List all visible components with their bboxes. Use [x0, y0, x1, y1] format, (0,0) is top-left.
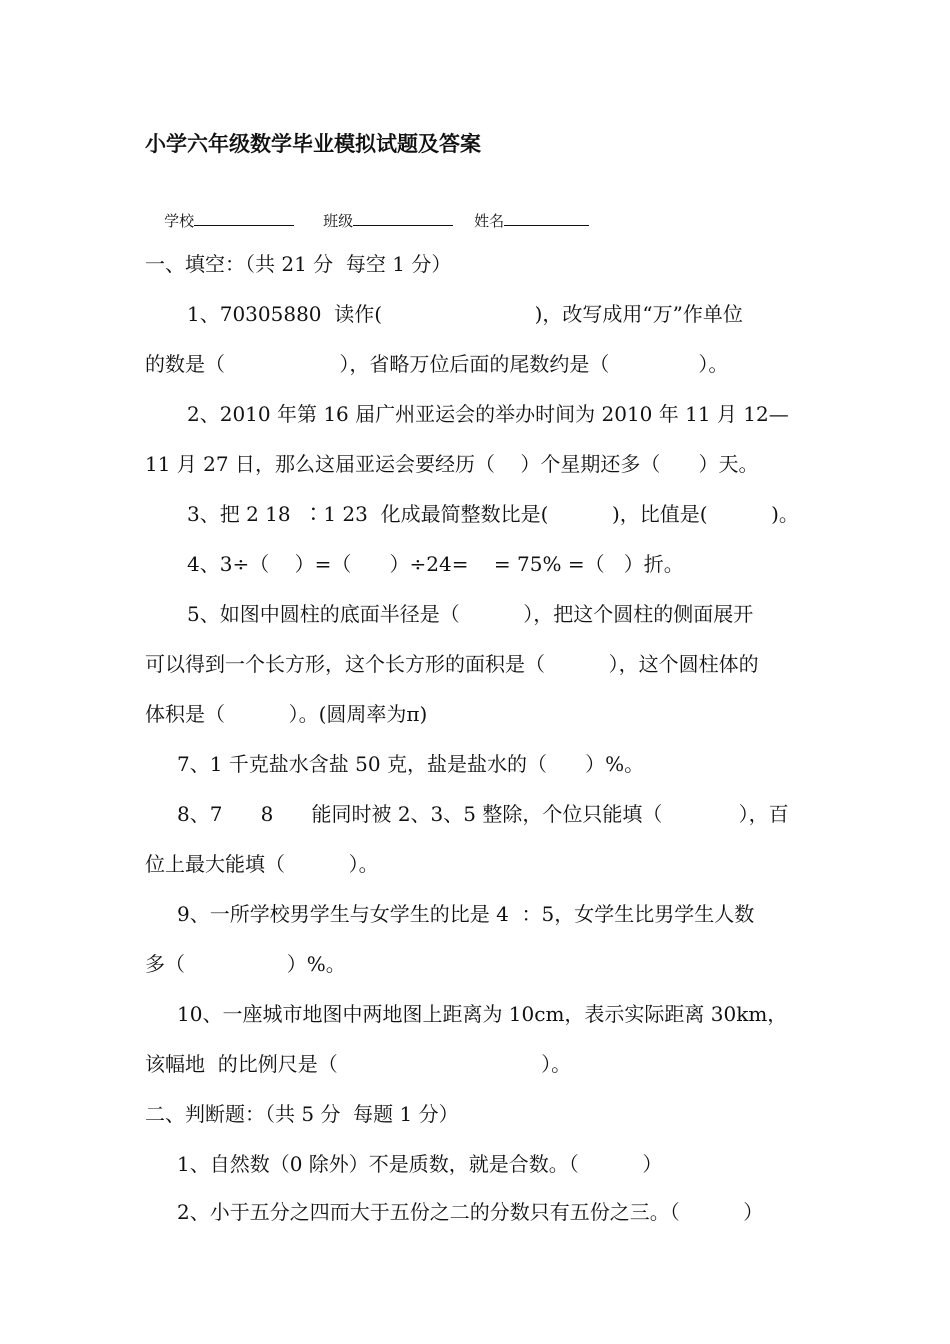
name-field [455, 192, 589, 249]
question-line: 11 月 27 日，那么这届亚运会要经历（ ）个星期还多（ ）天。 [145, 452, 759, 476]
question-line: 8、7 8 能同时被 2、3、5 整除，个位只能填（ ），百 [177, 802, 789, 826]
class-blank [353, 211, 453, 226]
name-label: 姓名 [474, 212, 505, 230]
question-line: 体积是（ ）。(圆周率为π) [145, 702, 428, 726]
question-line: 1、自然数（0 除外）不是质数，就是合数。（ ） [177, 1152, 663, 1176]
question-line: 7、1 千克盐水含盐 50 克，盐是盐水的（ ）%。 [177, 752, 645, 776]
name-blank [504, 211, 589, 226]
question-line: 该幅地 的比例尺是（ ）。 [145, 1052, 572, 1076]
school-field [145, 192, 294, 249]
question-line: 2、小于五分之四而大于五份之二的分数只有五份之三。（ ） [177, 1200, 764, 1224]
page-title: 小学六年级数学毕业模拟试题及答案 [145, 132, 481, 156]
question-line: 多（ ）%。 [145, 952, 346, 976]
question-line: 10、一座城市地图中两地图上距离为 10cm，表示实际距离 30km， [177, 1002, 788, 1026]
class-field [304, 192, 453, 249]
question-line: 2、2010 年第 16 届广州亚运会的举办时间为 2010 年 11 月 12— [187, 402, 789, 426]
school-blank [194, 211, 294, 226]
question-line: 3、把 2 18 ∶1 23 化成最简整数比是( )，比值是( )。 [187, 502, 799, 526]
question-line: 5、如图中圆柱的底面半径是（ ），把这个圆柱的侧面展开 [187, 602, 754, 626]
question-line: 位上最大能填（ ）。 [145, 852, 379, 876]
section1-heading: 一、填空：（共 21 分 每空 1 分） [145, 252, 452, 276]
class-label: 班级 [323, 212, 354, 230]
section2-heading: 二、判断题：（共 5 分 每题 1 分） [145, 1102, 459, 1126]
question-line: 的数是（ ），省略万位后面的尾数约是（ ）。 [145, 352, 729, 376]
question-line: 1、70305880 读作( )，改写成用“万”作单位 [187, 302, 743, 326]
question-line: 4、3÷（ ）=（ ）÷24= = 75% =（ ）折。 [187, 552, 684, 576]
question-line: 可以得到一个长方形，这个长方形的面积是（ ），这个圆柱体的 [145, 652, 759, 676]
question-line: 9、一所学校男学生与女学生的比是 4 ：5，女学生比男学生人数 [177, 902, 755, 926]
school-label: 学校 [164, 212, 195, 230]
